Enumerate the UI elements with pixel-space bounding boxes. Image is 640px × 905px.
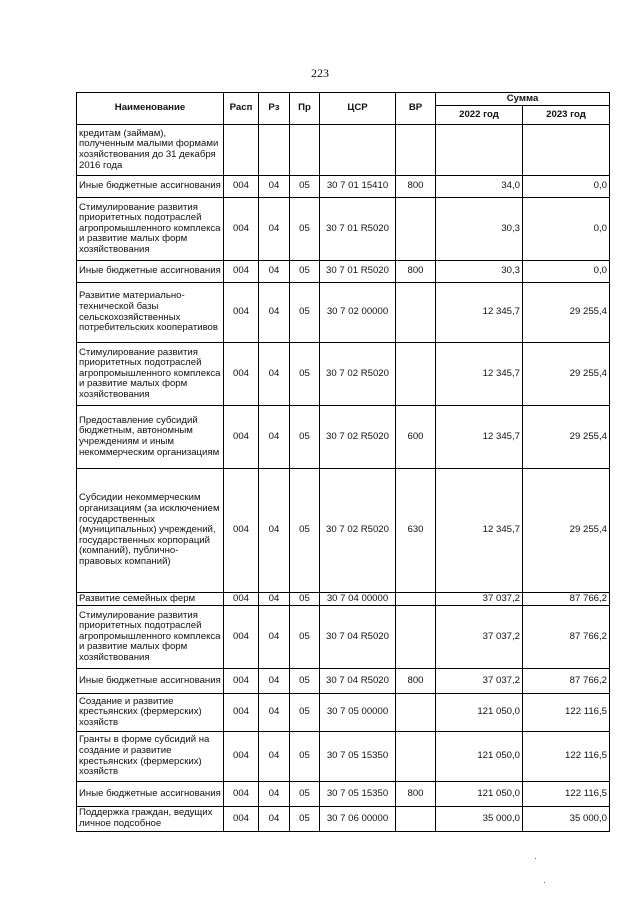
row-sum-2022: 30,3 [436,198,523,261]
table-row [77,283,610,343]
row-rasp: 004 [224,694,259,732]
row-csr: 30 7 01 15410 [320,176,396,198]
row-pr: 05 [290,732,320,782]
row-rasp: 004 [224,669,259,694]
row-name: Поддержка граждан, ведущих личное подсобное [77,807,224,832]
row-rz: 04 [259,198,290,261]
row-rasp: 004 [224,593,259,606]
row-name: кредитам (займам), полученным малыми формами хозяйствования до 31 декабря 2016 года [77,125,224,176]
row-vr: 800 [396,669,436,694]
scan-speck [544,882,545,883]
table-row [77,669,610,694]
table-row [77,606,610,669]
header-year-2023: 2023 год [523,106,610,125]
row-name: Стимулирование развития приоритетных подотраслей агропромышленного комплекса и развитие малых форм хозяйствования [77,343,224,406]
row-sum-2023: 122 116,5 [523,694,610,732]
row-vr [396,343,436,406]
row-name: Иные бюджетные ассигнования [77,176,224,198]
row-csr: 30 7 04 R5020 [320,669,396,694]
budget-table [76,92,610,832]
table-body [77,125,610,832]
row-rz: 04 [259,176,290,198]
table-row [77,261,610,283]
row-sum-2023: 0,0 [523,198,610,261]
header-vr: ВР [396,93,436,125]
row-sum-2022: 37 037,2 [436,593,523,606]
table-row [77,406,610,469]
row-sum-2023: 87 766,2 [523,606,610,669]
table-row [77,593,610,606]
row-sum-2023: 122 116,5 [523,782,610,807]
row-sum-2023: 29 255,4 [523,283,610,343]
row-sum-2023: 35 000,0 [523,807,610,832]
row-name: Иные бюджетные ассигнования [77,782,224,807]
row-pr: 05 [290,606,320,669]
row-sum-2022 [436,125,523,176]
row-rasp: 004 [224,807,259,832]
row-csr: 30 7 02 R5020 [320,469,396,593]
row-sum-2023: 29 255,4 [523,469,610,593]
row-name: Субсидии некоммерческим организациям (за исключением государственных (муниципальных) учреждений, государственных корпораций (компаний), публично-правовых компаний) [77,469,224,593]
row-vr: 800 [396,782,436,807]
table-row [77,807,610,832]
row-pr [290,125,320,176]
row-rasp: 004 [224,606,259,669]
row-sum-2023: 0,0 [523,176,610,198]
row-sum-2023: 87 766,2 [523,669,610,694]
row-sum-2023: 87 766,2 [523,593,610,606]
row-vr [396,198,436,261]
row-csr: 30 7 05 15350 [320,782,396,807]
row-pr: 05 [290,694,320,732]
header-pr: Пр [290,93,320,125]
row-vr: 800 [396,176,436,198]
row-rz: 04 [259,343,290,406]
row-name: Иные бюджетные ассигнования [77,261,224,283]
row-name: Развитие материально-технической базы сельскохозяйственных потребительских кооперативов [77,283,224,343]
row-csr: 30 7 02 R5020 [320,406,396,469]
row-sum-2022: 121 050,0 [436,694,523,732]
row-sum-2022: 12 345,7 [436,343,523,406]
row-name: Стимулирование развития приоритетных подотраслей агропромышленного комплекса и развитие малых форм хозяйствования [77,606,224,669]
row-name: Создание и развитие крестьянских (фермерских) хозяйств [77,694,224,732]
row-rasp: 004 [224,406,259,469]
row-csr: 30 7 04 R5020 [320,606,396,669]
row-rz: 04 [259,807,290,832]
row-sum-2022: 37 037,2 [436,669,523,694]
row-rasp: 004 [224,732,259,782]
row-pr: 05 [290,283,320,343]
row-sum-2023: 0,0 [523,261,610,283]
row-sum-2022: 34,0 [436,176,523,198]
row-rasp: 004 [224,283,259,343]
table-row [77,176,610,198]
header-year-2022: 2022 год [436,106,523,125]
row-sum-2023: 29 255,4 [523,343,610,406]
row-rz: 04 [259,669,290,694]
row-rz: 04 [259,406,290,469]
table-row [77,469,610,593]
table-row [77,198,610,261]
row-sum-2022: 12 345,7 [436,406,523,469]
row-rasp: 004 [224,198,259,261]
row-pr: 05 [290,593,320,606]
page-number: 223 [311,66,329,80]
row-rasp: 004 [224,343,259,406]
row-rasp: 004 [224,176,259,198]
row-pr: 05 [290,469,320,593]
row-pr: 05 [290,261,320,283]
table-row [77,125,610,176]
row-rasp [224,125,259,176]
row-csr [320,125,396,176]
row-rasp: 004 [224,261,259,283]
row-pr: 05 [290,343,320,406]
row-rz: 04 [259,606,290,669]
row-name: Иные бюджетные ассигнования [77,669,224,694]
row-name: Предоставление субсидий бюджетным, автономным учреждениям и иным некоммерческим организациям [77,406,224,469]
row-sum-2023: 29 255,4 [523,406,610,469]
row-rz: 04 [259,283,290,343]
row-csr: 30 7 05 00000 [320,694,396,732]
row-vr [396,283,436,343]
table-row [77,732,610,782]
row-rasp: 004 [224,782,259,807]
header-csr: ЦСР [320,93,396,125]
row-csr: 30 7 02 R5020 [320,343,396,406]
row-vr: 630 [396,469,436,593]
row-csr: 30 7 04 00000 [320,593,396,606]
row-sum-2022: 12 345,7 [436,283,523,343]
row-csr: 30 7 01 R5020 [320,198,396,261]
row-sum-2022: 121 050,0 [436,732,523,782]
row-pr: 05 [290,669,320,694]
table-row [77,343,610,406]
row-pr: 05 [290,406,320,469]
table-row [77,694,610,732]
header-rz: Рз [259,93,290,125]
row-vr [396,807,436,832]
row-csr: 30 7 06 00000 [320,807,396,832]
row-sum-2022: 121 050,0 [436,782,523,807]
row-vr [396,694,436,732]
table-row [77,782,610,807]
row-name: Гранты в форме субсидий на создание и развитие крестьянских (фермерских) хозяйств [77,732,224,782]
scan-speck [535,858,536,859]
row-vr [396,606,436,669]
row-vr: 600 [396,406,436,469]
row-vr [396,125,436,176]
row-vr [396,732,436,782]
row-rz: 04 [259,261,290,283]
row-pr: 05 [290,807,320,832]
row-rz: 04 [259,469,290,593]
row-csr: 30 7 02 00000 [320,283,396,343]
row-rz: 04 [259,694,290,732]
row-vr: 800 [396,261,436,283]
row-sum-2023: 122 116,5 [523,732,610,782]
row-rz: 04 [259,732,290,782]
row-sum-2022: 37 037,2 [436,606,523,669]
header-rasp: Расп [224,93,259,125]
row-pr: 05 [290,176,320,198]
row-csr: 30 7 01 R5020 [320,261,396,283]
row-sum-2022: 35 000,0 [436,807,523,832]
row-sum-2022: 30,3 [436,261,523,283]
row-rz: 04 [259,782,290,807]
row-pr: 05 [290,782,320,807]
header-sum: Сумма [436,93,610,106]
row-name: Стимулирование развития приоритетных подотраслей агропромышленного комплекса и развитие малых форм хозяйствования [77,198,224,261]
row-name: Развитие семейных ферм [77,593,224,606]
row-sum-2022: 12 345,7 [436,469,523,593]
table-header [77,93,610,125]
header-name: Наименование [77,93,224,125]
row-vr [396,593,436,606]
row-sum-2023 [523,125,610,176]
row-csr: 30 7 05 15350 [320,732,396,782]
row-rz: 04 [259,593,290,606]
row-rz [259,125,290,176]
row-rasp: 004 [224,469,259,593]
row-pr: 05 [290,198,320,261]
